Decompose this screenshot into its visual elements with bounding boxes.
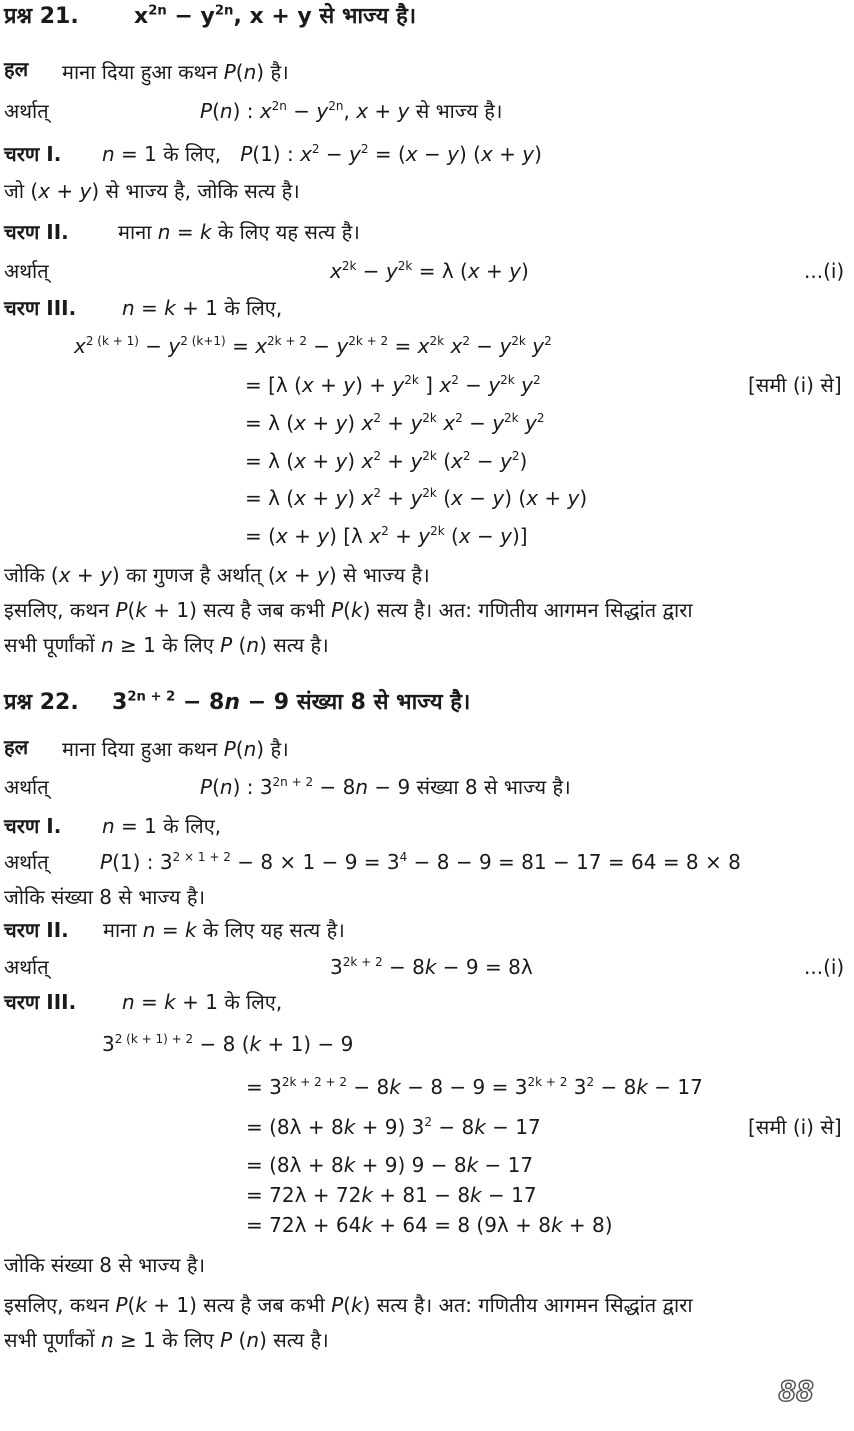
q21-step2-text: माना n = k के लिए यह सत्य है। <box>118 220 360 244</box>
q21-step3-text: n = k + 1 के लिए, <box>122 296 283 320</box>
q22-hal-text: माना दिया हुआ कथन P(n) है। <box>62 737 289 761</box>
q22-p1: P(1) : $3^{2 \times 1 + 2} - 8 \times 1 - 9 = 3^4 - 8 - 9 = 81 - 17 = 64 = 8 \times 8$ <box>100 850 741 874</box>
q22-heading: प्रश्न 22. <box>4 690 79 715</box>
q22-eq-i: $3^{2k + 2} - 8k - 9 = 8\lambda$ <box>330 955 533 979</box>
q22-statement: $3^{2n + 2} - 8n - 9$ संख्या 8 से भाज्य है। <box>112 689 471 715</box>
q22-derivation-line-3: = (8λ + 8k + 9) 9 − 8k − 17 <box>246 1153 534 1177</box>
q21-conclusion-1: जोकि (x + y) का गुणज है अर्थात् (x + y) से भाज्य है। <box>4 563 430 587</box>
q21-derivation-line-3: = λ (x + y) $x^2 + y^{2k}$ $x^2 - y^{2k}$ $y^2$ <box>245 411 545 435</box>
q22-derivation-line-0: $3^{2 (k + 1) + 2} - 8$ (k + 1) − 9 <box>102 1032 354 1056</box>
q21-arthat: अर्थात् <box>4 99 49 123</box>
q22-hal-label: हल <box>4 735 29 759</box>
q22-step3-label: चरण III. <box>4 990 77 1014</box>
q21-hal-label: हल <box>4 57 29 81</box>
q22-arthat: अर्थात् <box>4 775 49 799</box>
q22-conclusion-2: इसलिए, कथन P(k + 1) सत्य है जब कभी P(k) सत्य है। अत: गणितीय आगमन सिद्धांत द्वारा <box>4 1293 693 1317</box>
q22-derivation-line-2: = (8λ + 8k + 9) $3^2 - 8k - 17$ <box>246 1115 541 1139</box>
q22-pn: P(n) : $3^{2n + 2} - 8n - 9$ संख्या 8 से भाज्य है। <box>200 775 571 799</box>
q21-eq-i: $x^{2k} - y^{2k} = \lambda$ (x + y) <box>330 259 529 283</box>
q21-derivation-line-5: = λ (x + y) $x^2 + y^{2k}$ (x − y) (x + y) <box>245 486 588 510</box>
q22-ref-eq-i: [समी (i) से] <box>748 1115 842 1139</box>
q22-divisible-1: जोकि संख्या 8 से भाज्य है। <box>4 885 206 909</box>
q21-step2-label: चरण II. <box>4 220 69 244</box>
q22-eq-i-ref: ...(i) <box>804 955 845 979</box>
q21-heading: प्रश्न 21. <box>4 4 79 29</box>
q22-arthat-2: अर्थात् <box>4 850 49 874</box>
q21-derivation-line-2: = [λ $(x + y) + y^{2k}$ ] $x^2 - y^{2k}$ $y^2$ <box>245 373 541 397</box>
q21-eq-i-ref: ...(i) <box>804 259 845 283</box>
q22-step2-label: चरण II. <box>4 918 69 942</box>
q21-step1-text: n = 1 के लिए, P(1) : $x^2 - y^2 = (x - y) (x + y)$ <box>102 142 542 166</box>
q22-derivation-line-1: = $3^{2k + 2 + 2} - 8k - 8 - 9 = 3^{2k + 2}$ $3^2 - 8k - 17$ <box>246 1075 703 1099</box>
q22-derivation-line-4: = 72λ + 72k + 81 − 8k − 17 <box>246 1183 537 1207</box>
q22-step2-text: माना n = k के लिए यह सत्य है। <box>103 918 345 942</box>
q21-step1-line2: जो (x + y) से भाज्य है, जोकि सत्य है। <box>4 179 300 203</box>
q22-step3-text: n = k + 1 के लिए, <box>122 990 283 1014</box>
q21-statement: $x^{2n} - y^{2n}$, x + y से भाज्य है। <box>134 3 417 29</box>
q22-derivation-line-5: = 72λ + 64k + 64 = 8 (9λ + 8k + 8) <box>246 1213 613 1237</box>
page-number: 88 <box>778 1375 814 1408</box>
q22-step1-label: चरण I. <box>4 814 62 838</box>
q22-conclusion-3: सभी पूर्णांकों n ≥ 1 के लिए P (n) सत्य है। <box>4 1328 329 1352</box>
q21-arthat-2: अर्थात् <box>4 259 49 283</box>
q21-hal-text: माना दिया हुआ कथन P(n) है। <box>62 60 289 84</box>
q21-conclusion-3: सभी पूर्णांकों n ≥ 1 के लिए P (n) सत्य है। <box>4 633 329 657</box>
q21-derivation-line-1: $x^{2 (k + 1)} - y^{2 (k+1)} = x^{2k + 2} - y^{2k + 2} = x^{2k}$ $x^2 - y^{2k}$ $y^2$ <box>74 334 552 358</box>
q21-step3-label: चरण III. <box>4 296 77 320</box>
q21-conclusion-2: इसलिए, कथन P(k + 1) सत्य है जब कभी P(k) सत्य है। अत: गणितीय आगमन सिद्धांत द्वारा <box>4 598 693 622</box>
q22-arthat-3: अर्थात् <box>4 955 49 979</box>
q21-ref-eq-i: [समी (i) से] <box>748 373 842 397</box>
q21-step1-label: चरण I. <box>4 142 62 166</box>
q22-divisible-2: जोकि संख्या 8 से भाज्य है। <box>4 1253 206 1277</box>
q22-step1-text: n = 1 के लिए, <box>102 814 222 838</box>
q21-pn: P(n) : $x^{2n} - y^{2n}$, x + y से भाज्य है। <box>200 99 503 123</box>
q21-derivation-line-6: = (x + y) [λ $x^2 + y^{2k}$ (x − y)] <box>245 524 528 548</box>
q21-derivation-line-4: = λ (x + y) $x^2 + y^{2k}$ $(x^2 - y^2)$ <box>245 449 528 473</box>
